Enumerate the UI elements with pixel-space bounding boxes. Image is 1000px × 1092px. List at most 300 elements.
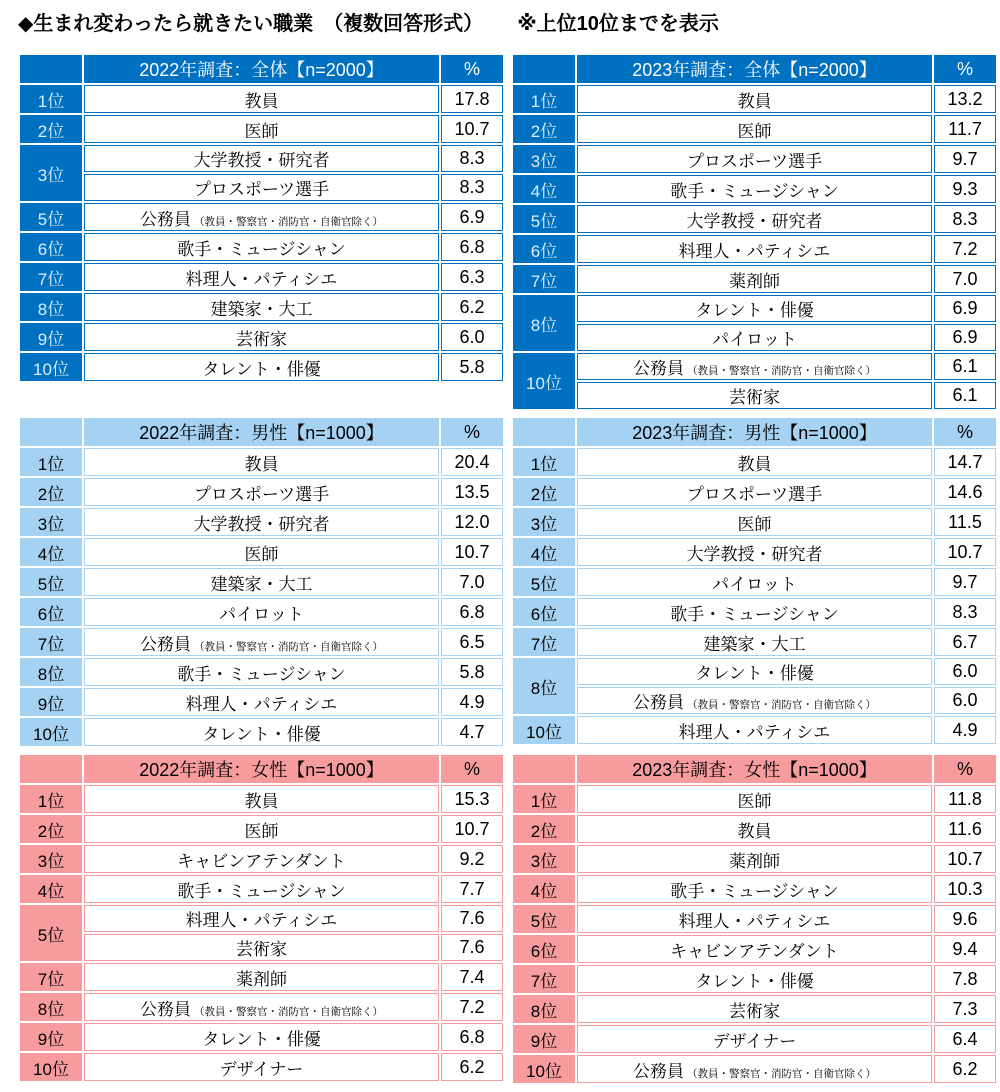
percent-cell: 6.4 bbox=[934, 1025, 996, 1053]
job-cell bbox=[84, 478, 439, 506]
job-cell bbox=[84, 568, 439, 596]
job-name: 医師 bbox=[244, 544, 279, 564]
table-corner-cell bbox=[513, 755, 575, 783]
rank-cell: 5位 bbox=[513, 205, 575, 233]
percent-header: % bbox=[441, 55, 503, 83]
job-cell bbox=[577, 145, 932, 173]
job-name: 教員 bbox=[244, 91, 279, 111]
percent-cell: 7.7 bbox=[441, 875, 503, 903]
percent-header: % bbox=[934, 755, 996, 783]
job-cell bbox=[577, 1025, 932, 1053]
rank-cell: 2位 bbox=[20, 115, 82, 143]
job-cell bbox=[84, 963, 439, 991]
percent-cell: 6.2 bbox=[441, 293, 503, 321]
job-name: 教員 bbox=[737, 454, 772, 474]
percent-cell: 6.3 bbox=[441, 263, 503, 291]
table-row bbox=[513, 845, 996, 873]
percent-cell: 11.5 bbox=[934, 508, 996, 536]
percent-cell: 6.2 bbox=[441, 1053, 503, 1081]
rank-cell: 3位 bbox=[20, 508, 82, 536]
job-name: 料理人・パティシエ bbox=[678, 911, 831, 931]
job-name: 教員 bbox=[737, 91, 772, 111]
job-cell bbox=[84, 323, 439, 351]
percent-cell: 8.3 bbox=[441, 145, 503, 172]
job-cell bbox=[84, 203, 439, 231]
percent-cell: 6.8 bbox=[441, 233, 503, 261]
table-row bbox=[513, 785, 996, 813]
table-row bbox=[513, 658, 996, 685]
job-name: パイロット bbox=[712, 330, 797, 349]
table-row bbox=[20, 1053, 503, 1081]
table-corner-cell bbox=[20, 755, 82, 783]
rank-cell: 7位 bbox=[513, 628, 575, 656]
percent-cell: 8.3 bbox=[934, 205, 996, 233]
table-row bbox=[20, 323, 503, 351]
ranking-table-2023-female bbox=[511, 753, 998, 1085]
table-row bbox=[513, 965, 996, 993]
job-name: 教員 bbox=[737, 821, 772, 841]
rank-cell: 3位 bbox=[20, 145, 82, 201]
table-row bbox=[513, 815, 996, 843]
percent-cell: 11.8 bbox=[934, 785, 996, 813]
table-row bbox=[20, 1023, 503, 1051]
job-cell bbox=[577, 965, 932, 993]
rank-cell: 10位 bbox=[513, 353, 575, 409]
display-note: ※上位10位までを表示 bbox=[517, 13, 719, 35]
job-cell bbox=[577, 628, 932, 656]
table-row bbox=[513, 905, 996, 933]
rank-cell: 1位 bbox=[20, 85, 82, 113]
job-cell bbox=[84, 233, 439, 261]
table-row bbox=[513, 205, 996, 233]
table-row bbox=[20, 85, 503, 113]
rank-cell: 7位 bbox=[20, 263, 82, 291]
percent-header: % bbox=[441, 755, 503, 783]
job-cell bbox=[84, 785, 439, 813]
percent-cell: 8.3 bbox=[934, 598, 996, 626]
percent-cell: 7.0 bbox=[934, 265, 996, 293]
job-name: 大学教授・研究者 bbox=[686, 544, 823, 564]
job-name: デザイナー bbox=[712, 1031, 797, 1051]
percent-cell: 6.9 bbox=[441, 203, 503, 231]
job-cell bbox=[577, 353, 932, 380]
rank-cell: 5位 bbox=[20, 203, 82, 231]
job-name: 薬剤師 bbox=[729, 851, 780, 871]
percent-cell: 6.1 bbox=[934, 353, 996, 380]
job-name: 大学教授・研究者 bbox=[193, 514, 330, 534]
job-cell bbox=[84, 145, 439, 172]
percent-cell: 6.0 bbox=[441, 323, 503, 351]
table-row bbox=[513, 353, 996, 380]
rank-cell: 5位 bbox=[513, 905, 575, 933]
table-row bbox=[513, 568, 996, 596]
percent-cell: 9.3 bbox=[934, 175, 996, 203]
job-name: プロスポーツ選手 bbox=[686, 484, 823, 504]
table-row bbox=[513, 716, 996, 744]
job-cell bbox=[577, 175, 932, 203]
table-row bbox=[513, 115, 996, 143]
rank-cell: 10位 bbox=[513, 716, 575, 744]
percent-cell: 10.7 bbox=[441, 815, 503, 843]
job-cell bbox=[84, 905, 439, 932]
percent-cell: 6.5 bbox=[441, 628, 503, 656]
job-name: 建築家・大工 bbox=[210, 299, 313, 319]
percent-cell: 6.8 bbox=[441, 598, 503, 626]
rank-cell: 8位 bbox=[20, 993, 82, 1021]
job-name: 公務員 bbox=[633, 1061, 684, 1081]
percent-cell: 4.9 bbox=[934, 716, 996, 744]
job-name: 大学教授・研究者 bbox=[686, 211, 823, 231]
percent-cell: 7.0 bbox=[441, 568, 503, 596]
percent-cell: 6.7 bbox=[934, 628, 996, 656]
rank-cell: 2位 bbox=[513, 815, 575, 843]
job-name: キャビンアテンダント bbox=[670, 941, 839, 961]
table-title: 2023年調査：男性【n=1000】 bbox=[577, 418, 932, 446]
table-row bbox=[20, 934, 503, 961]
job-note: （教員・警察官・消防官・自衛官除く） bbox=[687, 1067, 876, 1080]
percent-cell: 9.6 bbox=[934, 905, 996, 933]
table-row bbox=[20, 174, 503, 201]
percent-cell: 12.0 bbox=[441, 508, 503, 536]
job-cell bbox=[577, 508, 932, 536]
job-name: 歌手・ミュージシャン bbox=[670, 881, 839, 901]
job-cell bbox=[84, 448, 439, 476]
table-row bbox=[20, 448, 503, 476]
rank-cell: 8位 bbox=[513, 295, 575, 351]
page bbox=[0, 12, 1000, 1092]
percent-header: % bbox=[934, 418, 996, 446]
job-name: 料理人・パティシエ bbox=[185, 911, 338, 930]
rank-cell: 8位 bbox=[20, 293, 82, 321]
page-title-text: ◆生まれ変わったら就きたい職業 bbox=[18, 13, 314, 35]
job-cell bbox=[577, 716, 932, 744]
percent-cell: 14.7 bbox=[934, 448, 996, 476]
job-name: 芸術家 bbox=[236, 940, 287, 959]
percent-cell: 15.3 bbox=[441, 785, 503, 813]
rank-cell: 10位 bbox=[20, 1053, 82, 1081]
job-cell bbox=[84, 658, 439, 686]
rank-cell: 6位 bbox=[513, 598, 575, 626]
job-name: タレント・俳優 bbox=[202, 359, 321, 379]
job-cell bbox=[84, 845, 439, 873]
job-cell bbox=[577, 845, 932, 873]
percent-cell: 9.4 bbox=[934, 935, 996, 963]
rank-cell: 1位 bbox=[513, 785, 575, 813]
table-title: 2023年調査：女性【n=1000】 bbox=[577, 755, 932, 783]
rank-cell: 9位 bbox=[20, 323, 82, 351]
percent-cell: 10.7 bbox=[934, 845, 996, 873]
rank-cell: 9位 bbox=[20, 1023, 82, 1051]
percent-cell: 11.6 bbox=[934, 815, 996, 843]
job-cell bbox=[84, 1053, 439, 1081]
rank-cell: 10位 bbox=[20, 353, 82, 381]
percent-header: % bbox=[441, 418, 503, 446]
job-cell bbox=[84, 174, 439, 201]
percent-cell: 6.2 bbox=[934, 1055, 996, 1083]
job-name: 医師 bbox=[737, 121, 772, 141]
job-name: 歌手・ミュージシャン bbox=[177, 239, 346, 259]
job-cell bbox=[84, 353, 439, 381]
table-row bbox=[20, 203, 503, 231]
job-name: 医師 bbox=[244, 121, 279, 141]
rank-cell: 1位 bbox=[20, 448, 82, 476]
job-name: 歌手・ミュージシャン bbox=[670, 604, 839, 624]
table-row bbox=[20, 815, 503, 843]
job-note: （教員・警察官・消防官・自衛官除く） bbox=[687, 699, 876, 711]
percent-cell: 5.8 bbox=[441, 658, 503, 686]
job-cell bbox=[84, 993, 439, 1021]
table-row bbox=[20, 993, 503, 1021]
table-row bbox=[20, 478, 503, 506]
job-name: 料理人・パティシエ bbox=[678, 722, 831, 742]
percent-cell: 6.0 bbox=[934, 687, 996, 714]
job-name: 公務員 bbox=[140, 634, 191, 654]
table-row bbox=[513, 875, 996, 903]
table-row bbox=[513, 175, 996, 203]
tables-grid bbox=[18, 53, 1000, 1085]
table-title: 2023年調査：全体【n=2000】 bbox=[577, 55, 932, 83]
job-cell bbox=[84, 688, 439, 716]
rank-cell: 4位 bbox=[513, 175, 575, 203]
job-cell bbox=[577, 875, 932, 903]
job-name: 歌手・ミュージシャン bbox=[670, 181, 839, 201]
table-header-row bbox=[20, 755, 503, 783]
job-name: 料理人・パティシエ bbox=[678, 241, 831, 261]
job-name: 公務員 bbox=[633, 359, 684, 378]
percent-cell: 9.7 bbox=[934, 568, 996, 596]
table-row bbox=[20, 963, 503, 991]
job-name: 歌手・ミュージシャン bbox=[177, 881, 346, 901]
percent-cell: 9.2 bbox=[441, 845, 503, 873]
job-name: タレント・俳優 bbox=[695, 664, 814, 683]
job-cell bbox=[84, 293, 439, 321]
rank-cell: 1位 bbox=[513, 85, 575, 113]
job-name: 公務員 bbox=[140, 209, 191, 229]
job-cell bbox=[577, 995, 932, 1023]
table-row bbox=[20, 508, 503, 536]
rank-cell: 10位 bbox=[20, 718, 82, 746]
percent-cell: 7.6 bbox=[441, 934, 503, 961]
rank-cell: 10位 bbox=[513, 1055, 575, 1083]
table-header-row bbox=[20, 55, 503, 83]
job-cell bbox=[577, 448, 932, 476]
percent-cell: 13.5 bbox=[441, 478, 503, 506]
table-row bbox=[20, 845, 503, 873]
table-row bbox=[20, 293, 503, 321]
job-name: 医師 bbox=[737, 791, 772, 811]
job-cell bbox=[577, 295, 932, 322]
table-row bbox=[20, 658, 503, 686]
job-cell bbox=[84, 875, 439, 903]
percent-cell: 6.9 bbox=[934, 324, 996, 351]
rank-cell: 4位 bbox=[20, 538, 82, 566]
percent-cell: 7.3 bbox=[934, 995, 996, 1023]
table-row bbox=[513, 1025, 996, 1053]
rank-cell: 7位 bbox=[513, 265, 575, 293]
table-row bbox=[20, 233, 503, 261]
job-name: タレント・俳優 bbox=[695, 301, 814, 320]
job-cell bbox=[84, 628, 439, 656]
job-name: 料理人・パティシエ bbox=[185, 694, 338, 714]
job-name: プロスポーツ選手 bbox=[686, 151, 823, 171]
table-header-row bbox=[513, 55, 996, 83]
job-name: 歌手・ミュージシャン bbox=[177, 664, 346, 684]
percent-cell: 10.7 bbox=[934, 538, 996, 566]
percent-cell: 4.9 bbox=[441, 688, 503, 716]
job-name: パイロット bbox=[712, 574, 797, 594]
job-note: （教員・警察官・消防官・自衛官除く） bbox=[194, 1005, 383, 1018]
rank-cell: 4位 bbox=[513, 875, 575, 903]
rank-cell: 2位 bbox=[20, 478, 82, 506]
job-cell bbox=[577, 205, 932, 233]
job-cell bbox=[84, 1023, 439, 1051]
rank-cell: 5位 bbox=[513, 568, 575, 596]
job-name: タレント・俳優 bbox=[202, 1029, 321, 1049]
ranking-table-2022-female bbox=[18, 753, 505, 1083]
job-name: 建築家・大工 bbox=[703, 634, 806, 654]
percent-cell: 5.8 bbox=[441, 353, 503, 381]
rank-cell: 8位 bbox=[513, 995, 575, 1023]
table-row bbox=[20, 538, 503, 566]
rank-cell: 2位 bbox=[513, 115, 575, 143]
job-cell bbox=[577, 568, 932, 596]
job-name: 教員 bbox=[244, 454, 279, 474]
table-row bbox=[20, 785, 503, 813]
table-row bbox=[513, 1055, 996, 1083]
job-cell bbox=[577, 235, 932, 263]
percent-cell: 7.2 bbox=[934, 235, 996, 263]
table-corner-cell bbox=[20, 418, 82, 446]
job-cell bbox=[577, 265, 932, 293]
job-cell bbox=[84, 85, 439, 113]
rank-cell: 4位 bbox=[513, 538, 575, 566]
job-name: 料理人・パティシエ bbox=[185, 269, 338, 289]
table-row bbox=[513, 382, 996, 409]
table-header-row bbox=[20, 418, 503, 446]
table-row bbox=[20, 688, 503, 716]
job-name: 芸術家 bbox=[729, 388, 780, 407]
job-note: （教員・警察官・消防官・自衛官除く） bbox=[194, 640, 383, 653]
job-name: 公務員 bbox=[140, 999, 191, 1019]
rank-cell: 8位 bbox=[513, 658, 575, 714]
table-row bbox=[20, 115, 503, 143]
rank-cell: 6位 bbox=[513, 935, 575, 963]
table-corner-cell bbox=[20, 55, 82, 83]
job-name: タレント・俳優 bbox=[695, 971, 814, 991]
job-cell bbox=[577, 85, 932, 113]
percent-cell: 7.8 bbox=[934, 965, 996, 993]
job-name: キャビンアテンダント bbox=[177, 851, 346, 871]
job-cell bbox=[84, 115, 439, 143]
percent-cell: 8.3 bbox=[441, 174, 503, 201]
rank-cell: 3位 bbox=[20, 845, 82, 873]
job-cell bbox=[577, 785, 932, 813]
rank-cell: 6位 bbox=[20, 598, 82, 626]
table-row bbox=[513, 235, 996, 263]
job-cell bbox=[577, 382, 932, 409]
ranking-table-2022-male bbox=[18, 416, 505, 748]
rank-cell: 8位 bbox=[20, 658, 82, 686]
job-cell bbox=[577, 538, 932, 566]
job-name: プロスポーツ選手 bbox=[193, 180, 330, 199]
rank-cell: 1位 bbox=[20, 785, 82, 813]
job-name: 芸術家 bbox=[236, 329, 287, 349]
table-row bbox=[513, 935, 996, 963]
table-corner-cell bbox=[513, 418, 575, 446]
rank-cell: 5位 bbox=[20, 905, 82, 961]
job-cell bbox=[577, 1055, 932, 1083]
table-row bbox=[513, 508, 996, 536]
table-row bbox=[20, 568, 503, 596]
job-cell bbox=[577, 598, 932, 626]
table-row bbox=[513, 995, 996, 1023]
rank-cell: 2位 bbox=[20, 815, 82, 843]
table-row bbox=[513, 324, 996, 351]
job-name: パイロット bbox=[219, 604, 304, 624]
table-row bbox=[20, 598, 503, 626]
percent-cell: 10.7 bbox=[441, 538, 503, 566]
rank-cell: 3位 bbox=[513, 508, 575, 536]
job-name: 医師 bbox=[737, 514, 772, 534]
ranking-table-2023-male bbox=[511, 416, 998, 746]
percent-cell: 10.3 bbox=[934, 875, 996, 903]
job-cell bbox=[577, 935, 932, 963]
rank-cell: 1位 bbox=[513, 448, 575, 476]
job-cell bbox=[84, 598, 439, 626]
table-row bbox=[513, 687, 996, 714]
job-cell bbox=[84, 538, 439, 566]
job-name: 芸術家 bbox=[729, 1001, 780, 1021]
rank-cell: 7位 bbox=[20, 628, 82, 656]
table-row bbox=[513, 598, 996, 626]
job-cell bbox=[577, 478, 932, 506]
table-row bbox=[20, 145, 503, 172]
percent-cell: 20.4 bbox=[441, 448, 503, 476]
percent-cell: 14.6 bbox=[934, 478, 996, 506]
rank-cell: 7位 bbox=[20, 963, 82, 991]
job-cell bbox=[577, 658, 932, 685]
percent-cell: 13.2 bbox=[934, 85, 996, 113]
job-name: 教員 bbox=[244, 791, 279, 811]
rank-cell: 6位 bbox=[513, 235, 575, 263]
percent-header: % bbox=[934, 55, 996, 83]
percent-cell: 6.8 bbox=[441, 1023, 503, 1051]
job-note: （教員・警察官・消防官・自衛官除く） bbox=[687, 365, 876, 377]
rank-cell: 3位 bbox=[513, 845, 575, 873]
table-corner-cell bbox=[513, 55, 575, 83]
table-row bbox=[20, 628, 503, 656]
job-cell bbox=[577, 324, 932, 351]
rank-cell: 9位 bbox=[513, 1025, 575, 1053]
job-cell bbox=[84, 263, 439, 291]
table-header-row bbox=[513, 755, 996, 783]
percent-cell: 7.4 bbox=[441, 963, 503, 991]
percent-cell: 9.7 bbox=[934, 145, 996, 173]
format-note: （複数回答形式） bbox=[323, 13, 484, 35]
table-row bbox=[20, 263, 503, 291]
job-name: 大学教授・研究者 bbox=[193, 151, 330, 170]
job-name: 薬剤師 bbox=[729, 271, 780, 291]
job-cell bbox=[84, 508, 439, 536]
job-cell bbox=[577, 687, 932, 714]
job-cell bbox=[577, 905, 932, 933]
table-row bbox=[20, 353, 503, 381]
rank-cell: 6位 bbox=[20, 233, 82, 261]
percent-cell: 17.8 bbox=[441, 85, 503, 113]
page-title bbox=[18, 12, 1000, 36]
job-cell bbox=[84, 718, 439, 746]
percent-cell: 11.7 bbox=[934, 115, 996, 143]
